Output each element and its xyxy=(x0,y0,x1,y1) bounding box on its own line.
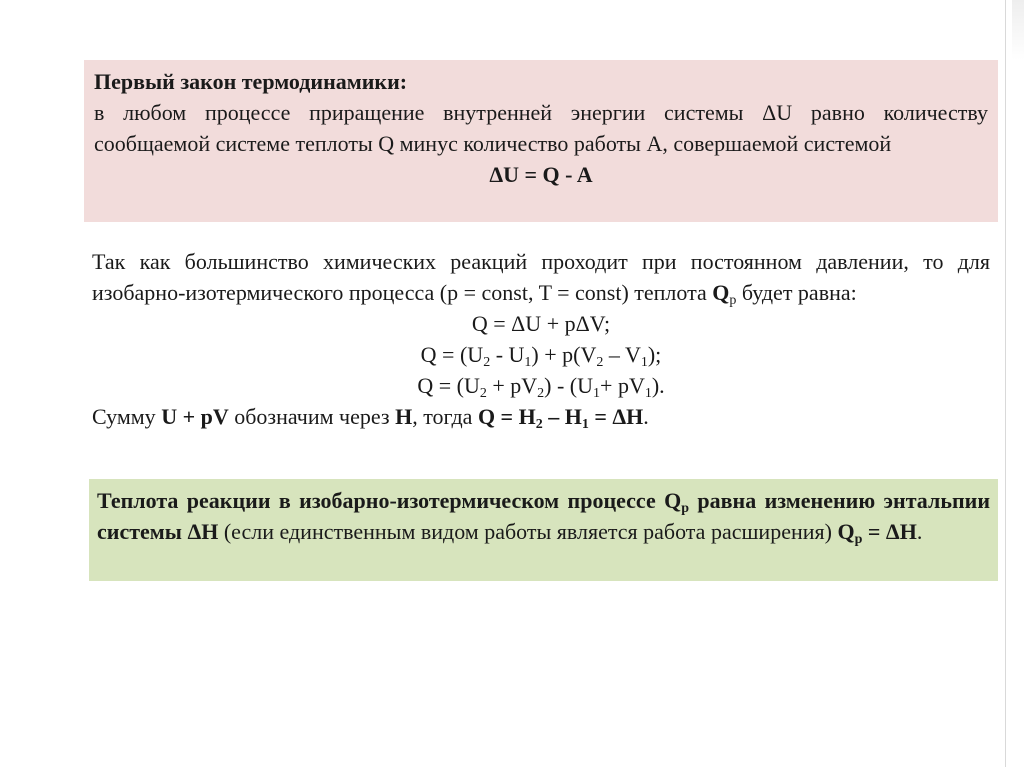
isobaric-intro-q-sub: p xyxy=(729,293,737,308)
sum-sub-2: 1 xyxy=(581,417,589,432)
eq2-part-b: - U xyxy=(490,342,525,367)
isobaric-intro-a: Так как большинство химических реакций проходит при постоянном давлении, то для изобарно-изотермического процесса (p = const, T = const) теплота xyxy=(92,249,990,305)
eq3-part-b: + pV xyxy=(486,373,538,398)
eq2-part-a: Q = (U xyxy=(420,342,484,367)
slide-corner-shade xyxy=(1012,0,1024,60)
sum-bold-1: U + pV xyxy=(161,404,229,429)
sum-text-3: , тогда xyxy=(412,404,478,429)
sum-bold-2: H xyxy=(395,404,413,429)
eq3-sub-4: 1 xyxy=(644,386,652,401)
sum-bold-5: = ΔH xyxy=(588,404,644,429)
enthalpy-definition xyxy=(92,401,990,432)
first-law-box xyxy=(84,60,998,222)
sum-text-4: . xyxy=(643,404,649,429)
sum-bold-4: – H xyxy=(542,404,582,429)
isobaric-intro-b: будет равна: xyxy=(736,280,857,305)
eq2-part-d: – V xyxy=(603,342,641,367)
slide-edge-line xyxy=(1005,0,1006,767)
isobaric-section xyxy=(92,246,990,432)
equation-3 xyxy=(92,370,990,401)
enthalpy-box xyxy=(89,479,998,581)
isobaric-intro-q: Q xyxy=(712,280,730,305)
sum-bold-3: Q = H xyxy=(477,404,536,429)
eq3-sub-1: 2 xyxy=(479,386,487,401)
eq3-part-d: + pV xyxy=(600,373,645,398)
eq3-part-a: Q = (U xyxy=(417,373,480,398)
isobaric-intro xyxy=(92,246,990,308)
enthalpy-sub-1: р xyxy=(681,501,690,516)
first-law-title: Первый закон термодинамики: xyxy=(94,69,408,94)
sum-sub-1: 2 xyxy=(535,417,543,432)
first-law-formula: ΔU = Q - A xyxy=(489,162,593,187)
eq2-part-c: ) + p(V xyxy=(531,342,597,367)
eq3-sub-3: 1 xyxy=(593,386,601,401)
enthalpy-bold-2: равна изменению энтальпии системы ΔH xyxy=(97,488,990,544)
first-law-body: в любом процессе приращение внутренней энергии системы ΔU равно количеству сообщаемой системе теплоты Q минус количество работы А, совершаемой системой xyxy=(94,100,988,156)
eq3-part-e: ). xyxy=(651,373,665,398)
eq3-part-c: ) - (U xyxy=(544,373,594,398)
sum-text-1: Сумму xyxy=(92,404,162,429)
equation-2 xyxy=(92,339,990,370)
enthalpy-bold-3: Q xyxy=(837,519,855,544)
enthalpy-text-2: . xyxy=(916,519,923,544)
enthalpy-bold-1: Теплота реакции в изобарно-изотермическом процессе Q xyxy=(97,488,682,513)
enthalpy-bold-4: = ΔH xyxy=(862,519,917,544)
enthalpy-sub-2: p xyxy=(854,532,863,547)
enthalpy-text-1: (если единственным видом работы является работа расширения) xyxy=(218,519,838,544)
eq2-part-e: ); xyxy=(647,342,662,367)
sum-text-2: обозначим через xyxy=(228,404,396,429)
eq2-sub-2: 1 xyxy=(524,355,532,370)
eq2-sub-3: 2 xyxy=(596,355,604,370)
eq2-sub-1: 2 xyxy=(483,355,491,370)
eq2-sub-4: 1 xyxy=(640,355,648,370)
eq3-sub-2: 2 xyxy=(537,386,545,401)
enthalpy-statement xyxy=(97,485,990,547)
equation-1: Q = ΔU + pΔV; xyxy=(471,311,611,336)
